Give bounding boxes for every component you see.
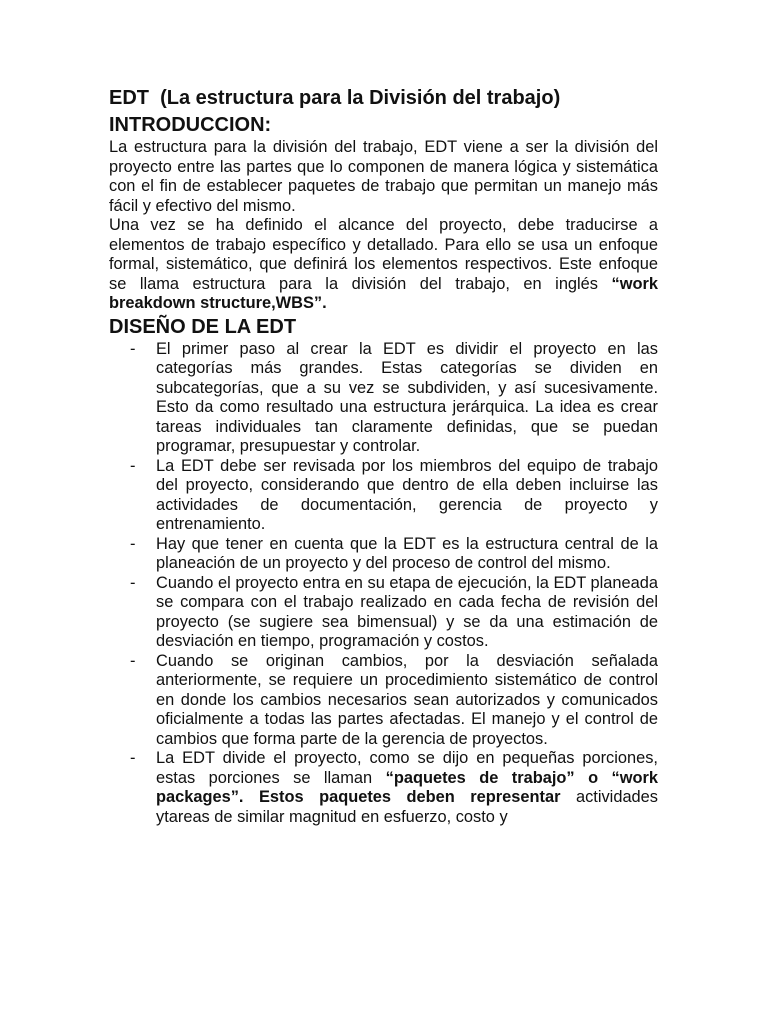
wbs-term: “work breakdown structure,WBS”. (109, 274, 658, 312)
bullet-dash: - (130, 573, 136, 592)
list-item (109, 535, 658, 574)
bullet-dash: - (130, 749, 136, 767)
title-subtitle: (La estructura para la División del trabajo) (160, 87, 561, 109)
intro-paragraph-1: La estructura para la división del trabajo, EDT viene a ser la división del proyecto entre las partes que lo componen de manera lógica y sistemática con el fin de establecer paquetes de trabajo que permitan un manejo más fácil y efectivo del mismo. (109, 138, 658, 215)
list-item (109, 457, 658, 535)
work-packages-term: “paquetes de trabajo” o “work packages”. Estos paquetes deben representar (156, 768, 658, 806)
bullet-dash: - (130, 456, 136, 475)
list-item (109, 574, 658, 652)
bullet-dash: - (130, 651, 136, 670)
design-heading: DISEÑO DE LA EDT (109, 315, 297, 338)
bullet-dash: - (130, 534, 136, 553)
bullet-dash: - (130, 339, 136, 358)
list-item-text: El primer paso al crear la EDT es dividir el proyecto en las categorías más grandes. Estas categorías se dividen en subcategorías, que a su vez se subdividen, y así sucesivamente. Esto da como resultado una estructura jerárquica. La idea es crear tareas individuales tan claramente definidas, que se puedan programar, presupuestar y controlar. (156, 339, 658, 455)
list-item (109, 749, 658, 827)
title-prefix: EDT (109, 87, 149, 109)
list-item (109, 340, 658, 457)
list-item-text: Cuando el proyecto entra en su etapa de ejecución, la EDT planeada se compara con el trabajo realizado en cada fecha de revisión del proyecto (se sugiere sea bimensual) y se da una estimación de desviación en tiempo, programación y costos. (156, 573, 658, 650)
design-list (109, 340, 658, 828)
list-item-text: La EDT debe ser revisada por los miembros del equipo de trabajo del proyecto, considerando que dentro de ella deben incluirse las actividades de documentación, gerencia de proyecto y entrenamiento. (156, 456, 658, 533)
list-item-text-continued: actividades ytareas de similar magnitud en esfuerzo, costo y (156, 788, 658, 826)
document-body (109, 84, 658, 827)
list-item-text: Hay que tener en cuenta que la EDT es la estructura central de la planeación de un proyecto y del proceso de control del mismo. (156, 534, 658, 572)
list-item (109, 652, 658, 750)
intro-heading: INTRODUCCION: (109, 114, 272, 136)
list-item-text: La EDT divide el proyecto, como se dijo en pequeñas porciones, estas porciones se llaman (156, 749, 658, 787)
list-item-text: Cuando se originan cambios, por la desviación señalada anteriormente, se requiere un procedimiento sistemático de control en donde los cambios necesarios sean autorizados y comunicados oficialmente a todas las partes afectadas. El manejo y el control de cambios que forma parte de la gerencia de proyectos. (156, 651, 658, 748)
intro-paragraph-2 (109, 216, 658, 314)
intro-paragraph-2-text: Una vez se ha definido el alcance del proyecto, debe traducirse a elementos de trabajo específico y detallado. Para ello se usa un enfoque formal, sistemático, que definirá los elementos respectivos. Este enfoque se llama estructura para la división del trabajo, en inglés (109, 216, 658, 293)
document-title (109, 84, 658, 112)
